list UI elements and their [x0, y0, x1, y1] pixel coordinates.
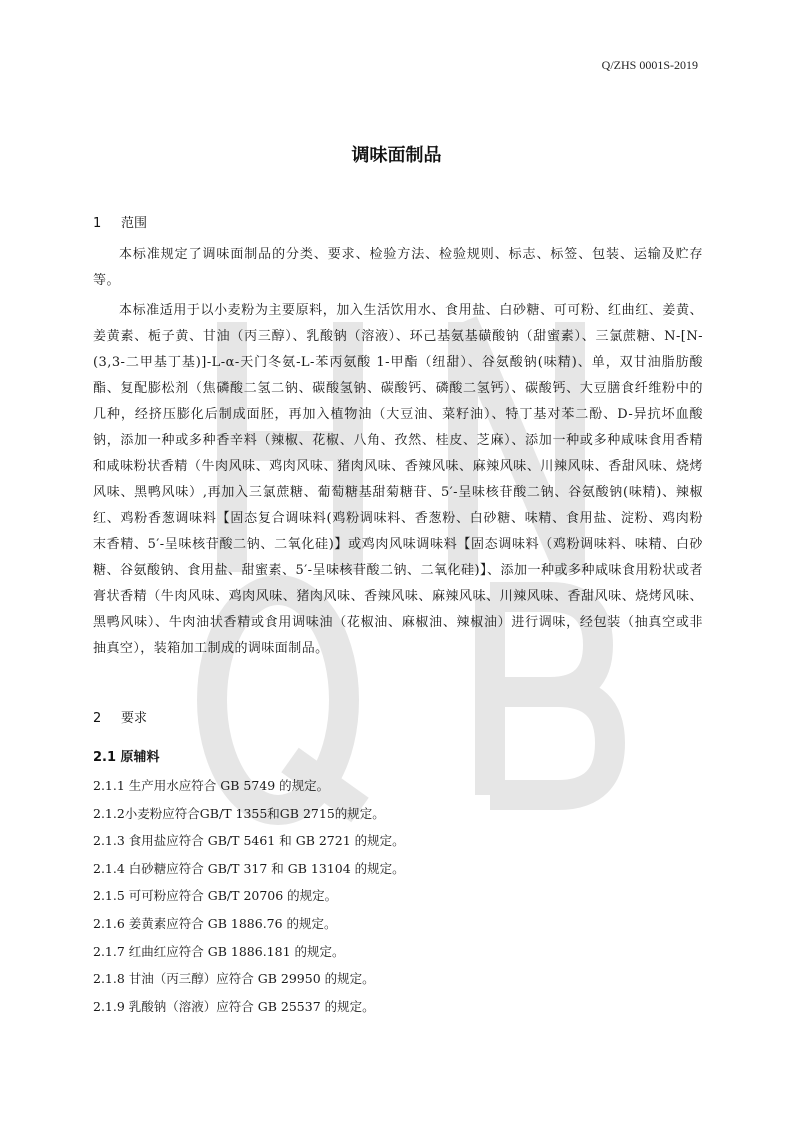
section-heading-requirements [93, 707, 147, 726]
section-number: 1 [93, 216, 102, 231]
list-item: 2.1.7 红曲红应符合 GB 1886.181 的规定。 [93, 943, 345, 959]
list-item: 2.1.6 姜黄素应符合 GB 1886.76 的规定。 [93, 915, 337, 931]
list-item: 2.1.4 白砂糖应符合 GB/T 317 和 GB 13104 的规定。 [93, 860, 405, 876]
list-item: 2.1.2小麦粉应符合GB/T 1355和GB 2715的规定。 [93, 805, 385, 821]
standard-number: Q/ZHS 0001S-2019 [601, 58, 698, 72]
scope-paragraph-1: 本标准规定了调味面制品的分类、要求、检验方法、检验规则、标志、标签、包装、运输及贮存等。 [93, 247, 703, 288]
list-item: 2.1.3 食用盐应符合 GB/T 5461 和 GB 2721 的规定。 [93, 833, 405, 849]
raw-material-list [93, 772, 703, 1020]
list-item: 2.1.5 可可粉应符合 GB/T 20706 的规定。 [93, 888, 338, 904]
list-item: 2.1.8 甘油（丙三醇）应符合 GB 29950 的规定。 [93, 971, 375, 987]
section-title: 要求 [121, 711, 148, 726]
section-number: 2 [93, 711, 102, 726]
section-title: 范围 [121, 216, 148, 231]
list-item: 2.1.1 生产用水应符合 GB 5749 的规定。 [93, 778, 330, 793]
section-heading-scope [93, 212, 147, 231]
scope-paragraph-2: 本标准适用于以小麦粉为主要原料，加入生活饮用水、食用盐、白砂糖、可可粉、红曲红、姜黄、姜黄素、栀子黄、甘油（丙三醇）、乳酸钠（溶液）、环己基氨基磺酸钠（甜蜜素）、三氯蔗糖、N-[N-(3,3-二甲基丁基)]-L-α-天门冬氨-L-苯丙氨酸 1-甲酯（纽甜）、谷氨酸钠(味精)、单，双甘油脂肪酸酯、复配膨松剂（焦磷酸二氢二钠、碳酸氢钠、碳酸钙、磷酸二氢钙）、碳酸钙、大豆膳食纤维粉中的几种，经挤压膨化后制成面胚，再加入植物油（大豆油、菜籽油）、特丁基对苯二酚、D-异抗坏血酸钠，添加一种或多种香辛料（辣椒、花椒、八角、孜然、桂皮、芝麻）、添加一种或多种咸味食用香精和咸味粉状香精（牛肉风味、鸡肉风味、猪肉风味、香辣风味、麻辣风味、川辣风味、香甜风味、烧烤风味、黑鸭风味）,再加入三氯蔗糖、葡萄糖基甜菊糖苷、5′-呈味核苷酸二钠、谷氨酸钠(味精)、辣椒红、鸡粉香葱调味料【固态复合调味料(鸡粉调味料、香葱粉、白砂糖、味精、食用盐、淀粉、鸡肉粉末香精、5′-呈味核苷酸二钠、二氧化硅)】或鸡肉风味调味料【固态调味料（鸡粉调味料、味精、白砂糖、谷氨酸钠、食用盐、甜蜜素、5′-呈味核苷酸二钠、二氧化硅)】、添加一种或多种咸味食用粉状或者膏状香精（牛肉风味、鸡肉风味、猪肉风味、香辣风味、麻辣风味、川辣风味、香甜风味、烧烤风味、黑鸭风味）、牛肉油状香精或食用调味油（花椒油、麻椒油、辣椒油）进行调味，经包装（抽真空或非抽真空），装箱加工制成的调味面制品。 [93, 303, 703, 656]
subsection-heading-raw-materials: 2.1 原辅料 [93, 750, 160, 765]
list-item: 2.1.9 乳酸钠（溶液）应符合 GB 25537 的规定。 [93, 998, 375, 1014]
document-title: 调味面制品 [351, 145, 442, 166]
